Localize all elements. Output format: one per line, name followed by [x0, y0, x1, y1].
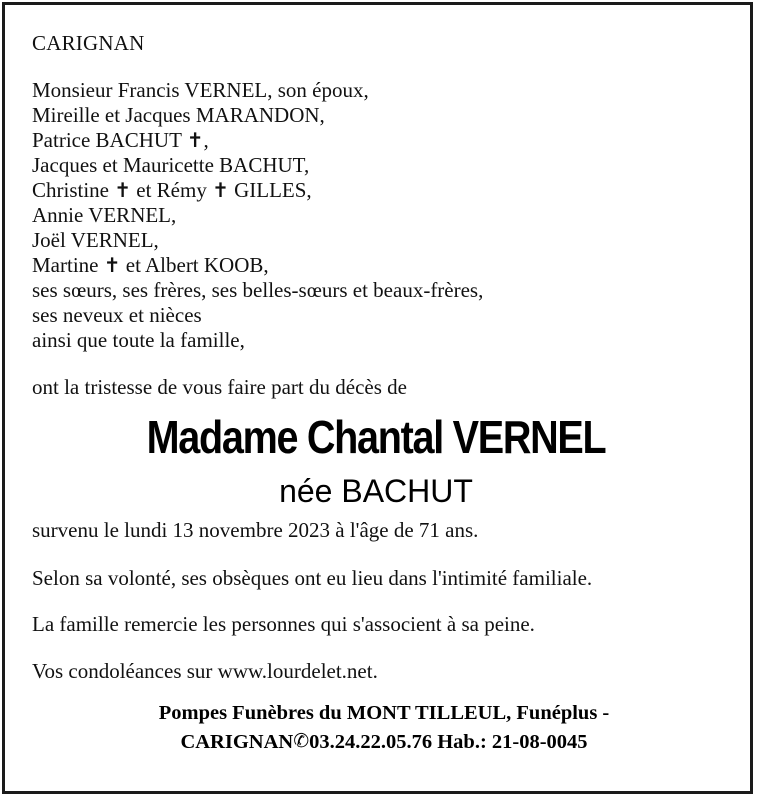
family-line — [32, 278, 732, 303]
punctuation: , — [203, 128, 209, 152]
cross-icon: ✝ — [212, 178, 229, 202]
maiden-name: née BACHUT — [279, 473, 473, 509]
family-relation: ainsi que toute la famille, — [32, 328, 245, 352]
family-member: Mireille et Jacques MARANDON, — [32, 103, 325, 127]
cross-icon: ✝ — [186, 128, 204, 152]
announcement-intro: ont la tristesse de vous faire part du décès de — [32, 375, 407, 399]
deceased-name: Madame Chantal VERNEL — [146, 411, 606, 463]
condolences-text: Vos condoléances sur www.lourdelet.net. — [32, 659, 378, 683]
family-member: GILLES, — [234, 178, 312, 202]
family-member: Joël VERNEL, — [32, 228, 159, 252]
family-member: Patrice BACHUT — [32, 128, 182, 152]
family-member: Martine — [32, 253, 99, 277]
family-member: Jacques et Mauricette BACHUT, — [32, 153, 310, 177]
city-heading: CARIGNAN — [32, 31, 145, 55]
family-line — [32, 128, 732, 153]
family-relation: ses neveux et nièces — [32, 303, 202, 327]
cross-icon: ✝ — [103, 253, 121, 277]
family-line — [32, 328, 732, 353]
family-line — [32, 153, 732, 178]
family-member: et Rémy — [136, 178, 207, 202]
notice-content — [32, 28, 732, 756]
funeral-text: Selon sa volonté, ses obsèques ont eu lieu dans l'intimité familiale. — [32, 566, 593, 590]
family-list — [32, 78, 732, 353]
family-member: et Albert KOOB, — [125, 253, 269, 277]
family-line — [32, 103, 732, 128]
funeral-home-contact — [36, 727, 732, 756]
family-line — [32, 303, 732, 328]
funeral-home-city: CARIGNAN — [180, 731, 294, 753]
family-relation: ses sœurs, ses frères, ses belles-sœurs et beaux-frères, — [32, 278, 484, 302]
funeral-home-name: Pompes Funèbres du MONT TILLEUL, Funéplus - — [158, 702, 610, 724]
family-member: Monsieur Francis VERNEL, son époux, — [32, 78, 369, 102]
cross-icon: ✝ — [114, 178, 132, 202]
thanks-text: La famille remercie les personnes qui s'associent à sa peine. — [32, 612, 535, 636]
phone-icon: ✆ — [293, 730, 310, 752]
family-line — [32, 228, 732, 253]
family-line — [32, 253, 732, 278]
family-line — [32, 178, 732, 203]
family-member: Annie VERNEL, — [32, 203, 177, 227]
funeral-home-details: 03.24.22.05.76 Hab.: 21-08-0045 — [309, 731, 588, 753]
death-date-text: survenu le lundi 13 novembre 2023 à l'âge de 71 ans. — [32, 518, 479, 542]
funeral-home-footer — [36, 699, 732, 756]
family-line — [32, 203, 732, 228]
family-member: Christine — [32, 178, 109, 202]
family-line — [32, 78, 732, 103]
